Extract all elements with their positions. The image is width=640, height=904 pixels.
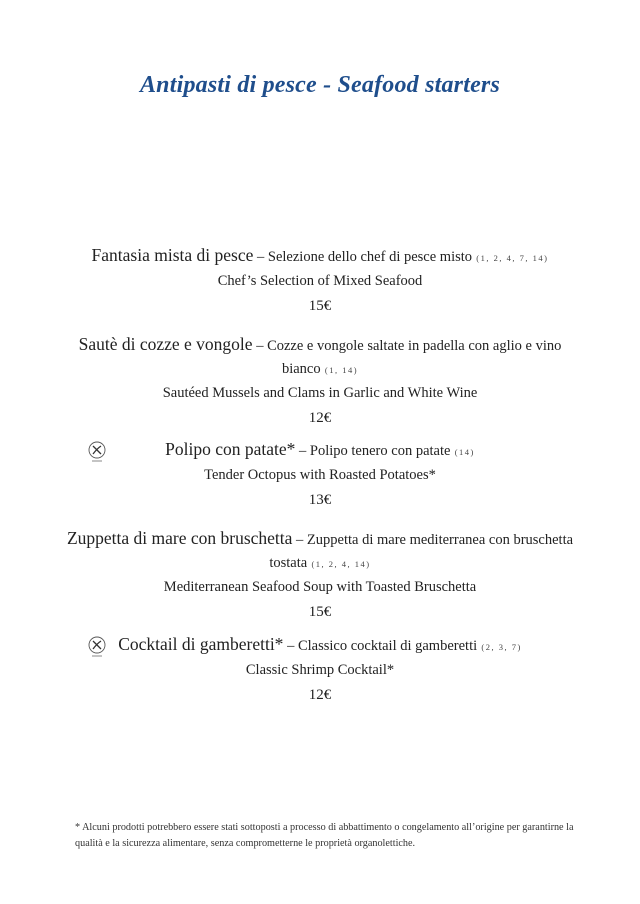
item-name: Zuppetta di mare con bruschetta: [66, 528, 293, 548]
item-separator: –: [292, 532, 307, 548]
item-heading: [60, 438, 580, 463]
menu-item: [60, 527, 580, 622]
item-description: Classico cocktail di gamberetti: [297, 638, 478, 654]
item-description: Cozze e vongole saltate in padella con aglio e vino bianco: [267, 338, 562, 377]
item-price: 15€: [308, 604, 332, 620]
item-heading: [60, 633, 580, 658]
item-name: Fantasia mista di pesce: [91, 245, 254, 265]
item-heading: [60, 244, 580, 269]
item-description: Selezione dello chef di pesce misto: [267, 249, 473, 265]
item-name: Sautè di cozze e vongole: [78, 334, 253, 354]
item-separator: –: [283, 638, 298, 654]
item-allergens: (2, 3, 7): [481, 642, 522, 652]
item-allergens: (1, 2, 4, 7, 14): [476, 253, 549, 263]
item-price: 13€: [308, 492, 332, 508]
item-english: Tender Octopus with Roasted Potatoes*: [204, 467, 436, 483]
item-price: 12€: [308, 410, 332, 426]
footnote: * Alcuni prodotti potrebbero essere stati sottoposti a processo di abbattimento o congelamento all’origine per garantirne la qualità e la sicurezza alimentare, senza comprometterne le proprietà organolettiche.: [75, 822, 574, 849]
menu-item: [60, 633, 580, 705]
item-allergens: (14): [454, 447, 475, 457]
item-heading: [60, 527, 580, 575]
item-separator: –: [253, 249, 268, 265]
item-english: Classic Shrimp Cocktail*: [245, 662, 395, 678]
item-english: Chef’s Selection of Mixed Seafood: [217, 273, 423, 289]
menu-item: [60, 244, 580, 316]
item-name: Polipo con patate*: [165, 439, 296, 459]
item-separator: –: [295, 443, 310, 459]
item-allergens: (1, 14): [324, 365, 359, 375]
item-heading: [60, 333, 580, 381]
item-description: Zuppetta di mare mediterranea con bruschetta tostata: [269, 532, 574, 571]
item-english: Sautéed Mussels and Clams in Garlic and White Wine: [162, 385, 478, 401]
item-name: Cocktail di gamberetti*: [118, 634, 284, 654]
item-price: 12€: [308, 687, 332, 703]
item-english: Mediterranean Seafood Soup with Toasted Bruschetta: [163, 579, 477, 595]
menu-item: [60, 333, 580, 428]
page-title: Antipasti di pesce - Seafood starters: [139, 72, 501, 98]
menu-item: [60, 438, 580, 510]
item-separator: –: [252, 338, 268, 354]
item-allergens: (1, 2, 4, 14): [311, 559, 371, 569]
item-description: Polipo tenero con patate: [309, 443, 451, 459]
item-price: 15€: [308, 298, 332, 314]
